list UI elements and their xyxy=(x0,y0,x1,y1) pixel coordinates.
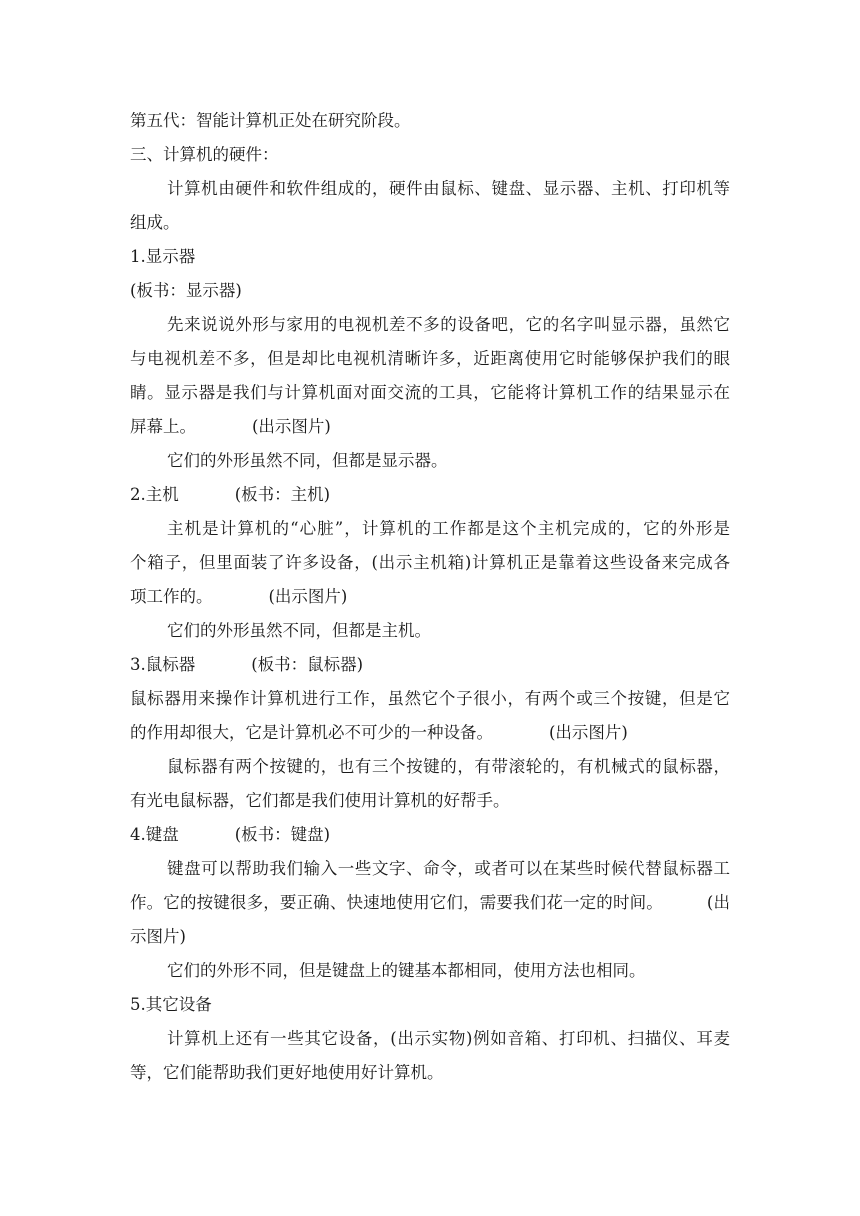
paragraph-text: 项工作的。 xyxy=(130,587,213,606)
show-picture-note: (出示图片) xyxy=(268,587,348,606)
subsection-heading: 5.其它设备 xyxy=(130,995,212,1014)
heading-text: 3.鼠标器 xyxy=(130,655,196,674)
paragraph-line: 它们的外形不同，但是键盘上的键基本都相同，使用方法也相同。 xyxy=(167,961,646,980)
paragraph-line: 鼠标器用来操作计算机进行工作，虽然它个子很小，有两个或三个按键，但是它 xyxy=(130,689,730,708)
paragraph-line: 个箱子，但里面装了许多设备，(出示主机箱)计算机正是靠着这些设备来完成各 xyxy=(130,553,730,572)
show-picture-note: (出示图片) xyxy=(549,723,628,742)
section-heading: 三、计算机的硬件： xyxy=(130,145,279,164)
paragraph-line: 与电视机差不多，但是却比电视机清晰许多，近距离使用它时能够保护我们的眼 xyxy=(130,349,730,368)
paragraph-line: 示图片) xyxy=(130,927,186,946)
paragraph-line: 有光电鼠标器，它们都是我们使用计算机的好帮手。 xyxy=(130,791,510,810)
paragraph-line: 它们的外形虽然不同，但都是显示器。 xyxy=(167,451,448,470)
paragraph-line: 第五代：智能计算机正处在研究阶段。 xyxy=(130,111,411,130)
heading-text: 2.主机 xyxy=(130,485,179,504)
paragraph-line: 等，它们能帮助我们更好地使用好计算机。 xyxy=(130,1063,444,1082)
show-picture-note: (出 xyxy=(706,893,730,912)
paragraph-line xyxy=(130,886,730,920)
paragraph-text: 的作用却很大，它是计算机必不可少的一种设备。 xyxy=(130,723,493,742)
heading-text: 4.键盘 xyxy=(130,825,179,844)
subsection-heading xyxy=(130,478,730,512)
paragraph-line: 睛。显示器是我们与计算机面对面交流的工具，它能将计算机工作的结果显示在 xyxy=(130,383,730,402)
paragraph-line: 键盘可以帮助我们输入一些文字、命令，或者可以在某些时候代替鼠标器工 xyxy=(167,859,730,878)
paragraph-text: 作。它的按键很多，要正确、快速地使用它们，需要我们花一定的时间。 xyxy=(130,893,663,912)
board-note: (板书：键盘) xyxy=(234,825,331,844)
paragraph-line: 计算机上还有一些其它设备，(出示实物)例如音箱、打印机、扫描仪、耳麦 xyxy=(167,1029,730,1048)
paragraph-line: 主机是计算机的“心脏”，计算机的工作都是这个主机完成的，它的外形是 xyxy=(167,519,730,538)
show-picture-note: (出示图片) xyxy=(252,417,331,436)
paragraph-line: 鼠标器有两个按键的，也有三个按键的，有带滚轮的，有机械式的鼠标器， xyxy=(167,757,730,776)
paragraph-line: 计算机由硬件和软件组成的，硬件由鼠标、键盘、显示器、主机、打印机等 xyxy=(167,179,730,198)
subsection-heading xyxy=(130,648,730,682)
document-body xyxy=(130,104,730,1090)
board-note: (板书：显示器) xyxy=(130,281,242,300)
paragraph-line: 先来说说外形与家用的电视机差不多的设备吧，它的名字叫显示器，虽然它 xyxy=(167,315,730,334)
board-note: (板书：鼠标器) xyxy=(251,655,364,674)
subsection-heading: 1.显示器 xyxy=(130,247,196,266)
paragraph-line: 它们的外形虽然不同，但都是主机。 xyxy=(167,621,431,640)
board-note: (板书：主机) xyxy=(234,485,331,504)
paragraph-line xyxy=(130,716,730,750)
paragraph-line: 组成。 xyxy=(130,213,180,232)
paragraph-line xyxy=(130,410,730,444)
paragraph-text: 屏幕上。 xyxy=(130,417,196,436)
paragraph-line xyxy=(130,580,730,614)
subsection-heading xyxy=(130,818,730,852)
